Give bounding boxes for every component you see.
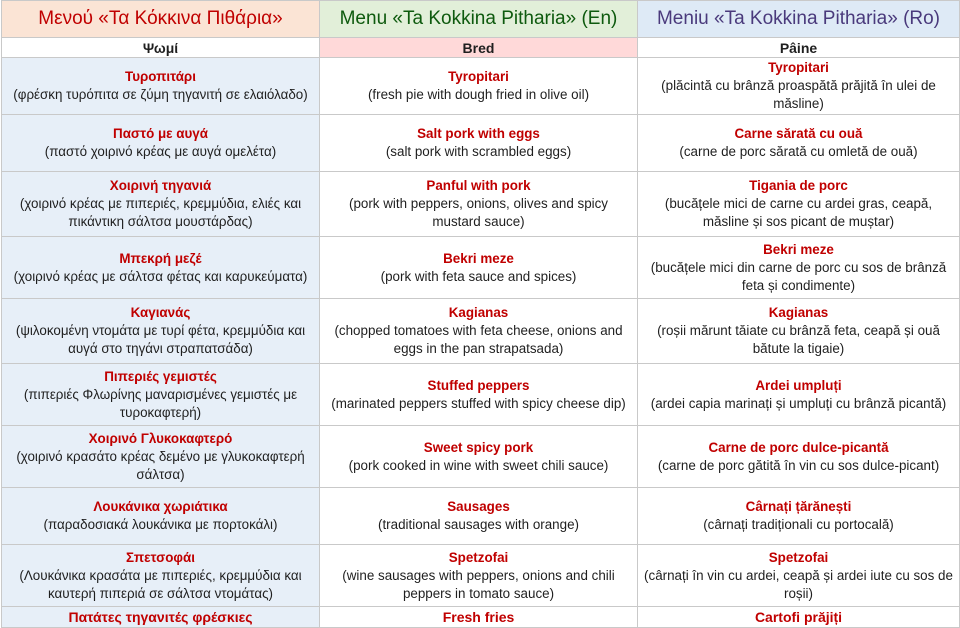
item-description: (pork with feta sauce and spices): [380, 268, 577, 284]
footer-row: [2, 607, 960, 628]
item-description: (Λουκάνικα κρασάτα με πιπεριές, κρεμμύδια και καυτερή πιπεριά σε σάλτσα ντομάτας): [19, 567, 302, 601]
section-greek: Ψωμί: [2, 38, 320, 58]
menu-row: [2, 58, 960, 115]
item-name: Tigania de porc: [749, 178, 848, 193]
section-row: [2, 38, 960, 58]
menu-row: [2, 115, 960, 172]
item-greek: [2, 237, 320, 299]
item-name: Panful with pork: [426, 178, 531, 193]
item-description: (παστό χοιρινό κρέας με αυγά ομελέτα): [44, 144, 277, 159]
item-name: Πιπεριές γεμιστές: [104, 368, 217, 384]
title-english: Menu «Ta Kokkina Pitharia» (En): [320, 1, 638, 38]
item-name: Salt pork with eggs: [417, 126, 540, 141]
item-greek: [2, 172, 320, 237]
item-name: Λουκάνικα χωριάτικα: [93, 499, 228, 514]
menu-row: [2, 488, 960, 545]
item-name: Spetzofai: [448, 549, 509, 565]
item-description: (traditional sausages with orange): [378, 517, 579, 532]
footer-romanian: Cartofi prăjiți: [638, 607, 960, 628]
item-greek: [2, 115, 320, 172]
item-name: Χοιρινό Γλυκοκαφτερό: [88, 430, 233, 446]
item-description: (chopped tomatoes with feta cheese, onions and eggs in the pan strapatsada): [334, 323, 623, 356]
item-greek: [2, 426, 320, 488]
item-romanian: [638, 58, 960, 115]
item-romanian: [638, 364, 960, 426]
item-english: [320, 58, 638, 115]
item-description: (pork cooked in wine with sweet chili sauce): [348, 457, 609, 473]
item-english: [320, 488, 638, 545]
item-description: (ardei capia marinați și umpluți cu brânză picantă): [650, 395, 947, 411]
item-name: Χοιρινή τηγανιά: [109, 178, 212, 193]
item-greek: [2, 58, 320, 115]
item-english: [320, 299, 638, 364]
item-description: (plăcintă cu brânză proaspătă prăjită în ulei de măsline): [661, 78, 936, 111]
item-romanian: [638, 426, 960, 488]
item-english: [320, 172, 638, 237]
item-name: Tyropitari: [448, 69, 509, 84]
item-greek: [2, 364, 320, 426]
item-name: Carne sărată cu ouă: [734, 126, 863, 141]
item-romanian: [638, 237, 960, 299]
item-romanian: [638, 172, 960, 237]
footer-english: Fresh fries: [320, 607, 638, 628]
item-description: (φρέσκη τυρόπιτα σε ζύμη τηγανιτή σε ελαιόλαδο): [13, 87, 308, 102]
item-english: [320, 545, 638, 607]
menu-row: [2, 364, 960, 426]
menu-row: [2, 237, 960, 299]
item-description: (cârnați în vin cu ardei, ceapă și ardei iute cu sos de roșii): [644, 567, 953, 601]
menu-row: [2, 172, 960, 237]
item-english: [320, 237, 638, 299]
item-name: Tyropitari: [768, 60, 829, 75]
item-description: (carne de porc sărată cu omletă de ouă): [679, 144, 918, 159]
item-greek: [2, 299, 320, 364]
item-romanian: [638, 545, 960, 607]
item-name: Spetzofai: [768, 549, 829, 565]
item-greek: [2, 488, 320, 545]
item-romanian: [638, 488, 960, 545]
title-greek: Μενού «Τα Κόκκινα Πιθάρια»: [2, 1, 320, 38]
item-description: (salt pork with scrambled eggs): [385, 144, 572, 159]
item-name: Τυροπιτάρι: [125, 69, 196, 84]
item-name: Μπεκρή μεζέ: [119, 250, 202, 266]
item-description: (wine sausages with peppers, onions and chili peppers in tomato sauce): [342, 567, 615, 601]
item-description: (bucățele mici de carne cu ardei gras, ceapă, măsline și sos picant de muștar): [664, 196, 933, 229]
item-english: [320, 115, 638, 172]
item-name: Bekri meze: [763, 241, 834, 257]
item-name: Kagianas: [448, 305, 509, 320]
menu-row: [2, 299, 960, 364]
item-name: Καγιανάς: [130, 305, 191, 320]
item-description: (carne de porc gătită în vin cu sos dulce-picant): [657, 457, 940, 473]
item-name: Carne de porc dulce-picantă: [708, 439, 889, 455]
menu-row: [2, 545, 960, 607]
item-english: [320, 364, 638, 426]
item-name: Sweet spicy pork: [423, 439, 534, 455]
item-name: Sausages: [447, 499, 510, 514]
item-description: (χοιρινό κρέας με πιπεριές, κρεμμύδια, ελιές και πικάντικη σάλτσα μουστάρδας): [19, 196, 302, 229]
menu-row: [2, 426, 960, 488]
item-name: Ardei umpluți: [755, 377, 842, 393]
menu-table: [1, 0, 960, 628]
item-greek: [2, 545, 320, 607]
item-romanian: [638, 299, 960, 364]
item-description: (marinated peppers stuffed with spicy cheese dip): [331, 395, 626, 411]
section-english: Bred: [320, 38, 638, 58]
item-description: (χοιρινό κρασάτο κρέας δεμένο με γλυκοκαφτερή σάλτσα): [16, 448, 305, 482]
item-description: (πιπεριές Φλωρίνης μαναρισμένες γεμιστές με τυροκαφτερή): [23, 386, 298, 420]
item-description: (cârnați tradiționali cu portocală): [703, 517, 894, 532]
item-romanian: [638, 115, 960, 172]
item-description: (χοιρινό κρέας με σάλτσα φέτας και καρυκεύματα): [13, 268, 308, 284]
item-name: Kagianas: [768, 305, 829, 320]
item-english: [320, 426, 638, 488]
item-description: (roșii mărunt tăiate cu brânză feta, ceapă și ouă bătute la tigaie): [657, 323, 940, 356]
item-name: Bekri meze: [443, 250, 514, 266]
item-description: (bucățele mici din carne de porc cu sos de brânză feta și condimente): [650, 259, 947, 293]
item-name: Cârnați țărănești: [745, 499, 852, 514]
item-name: Παστό με αυγά: [113, 126, 208, 141]
item-description: (παραδοσιακά λουκάνικα με πορτοκάλι): [43, 517, 278, 532]
title-row: [2, 1, 960, 38]
item-description: (fresh pie with dough fried in olive oil): [367, 87, 590, 102]
footer-greek: Πατάτες τηγανιτές φρέσκιες: [2, 607, 320, 628]
item-description: (pork with peppers, onions, olives and spicy mustard sauce): [348, 196, 609, 229]
item-name: Σπετσοφάι: [126, 549, 195, 565]
title-romanian: Meniu «Ta Kokkina Pitharia» (Ro): [638, 1, 960, 38]
item-name: Stuffed peppers: [427, 377, 530, 393]
item-description: (ψιλοκομένη ντομάτα με τυρί φέτα, κρεμμύδια και αυγά στο τηγάνι στραπατσάδα): [15, 323, 306, 356]
section-romanian: Pâine: [638, 38, 960, 58]
